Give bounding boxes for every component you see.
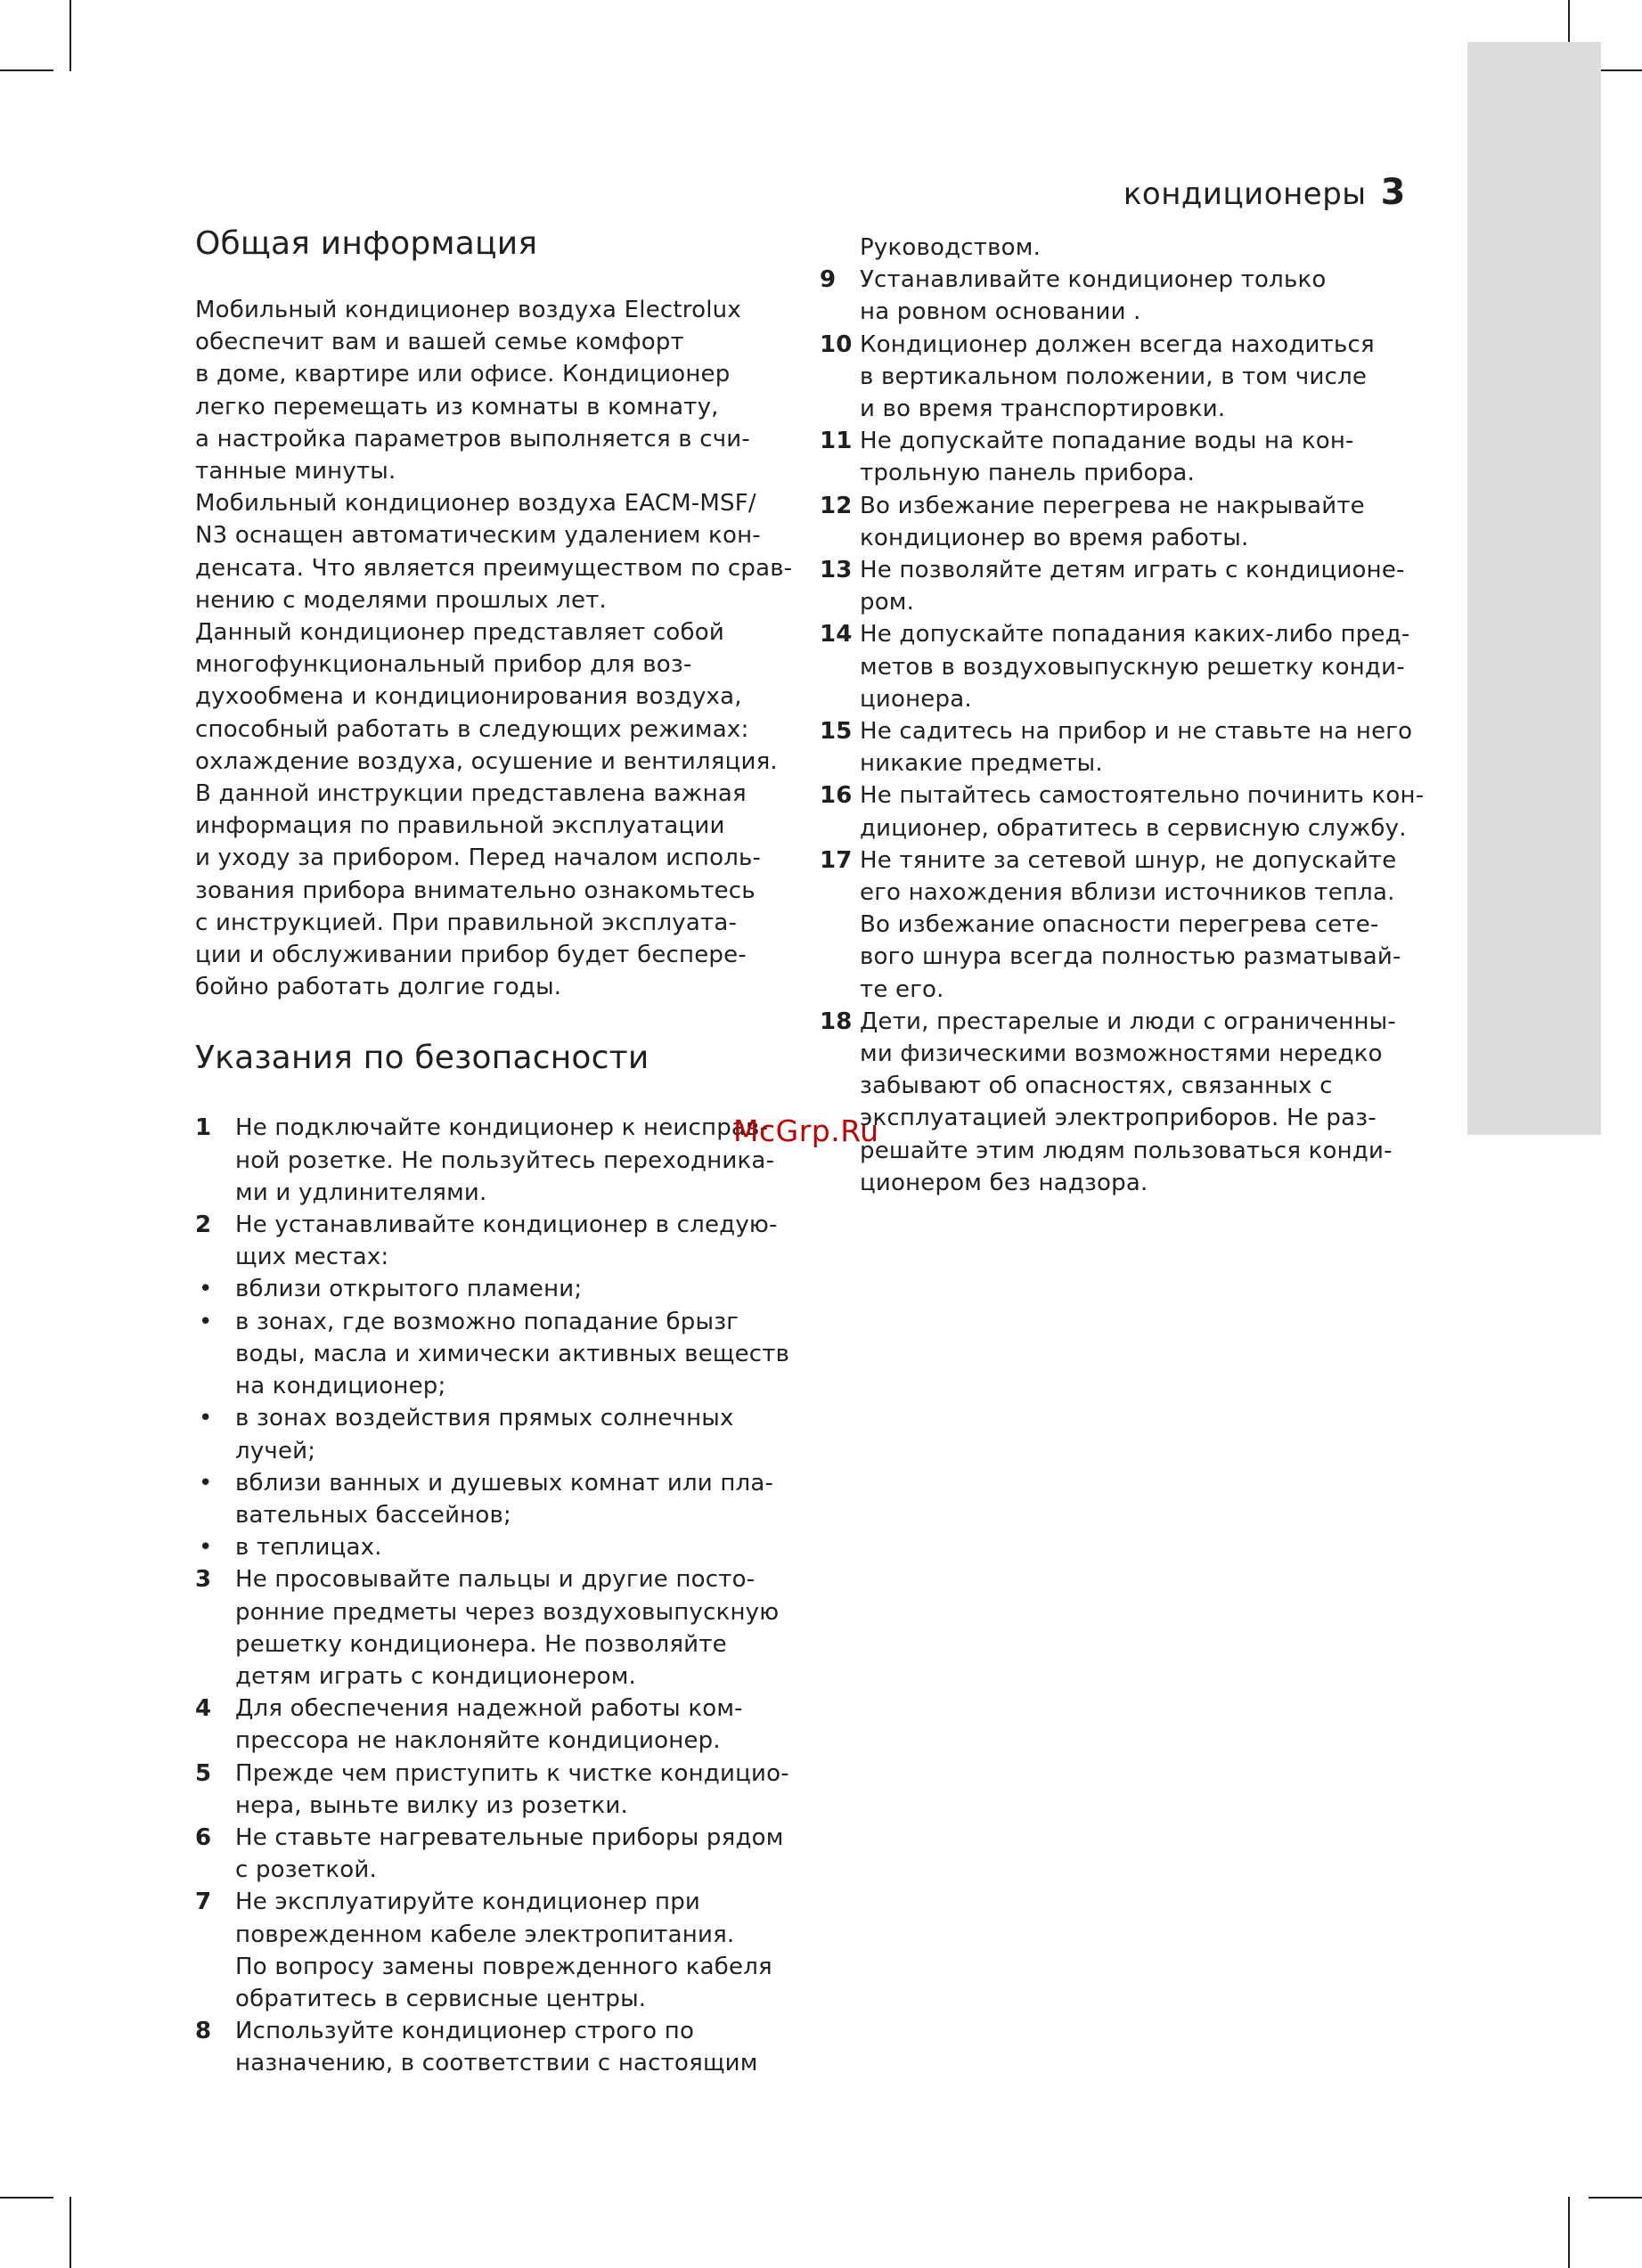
item-text-line: на ровном основании .	[860, 298, 1141, 326]
item-text-line: ной розетке. Не пользуйтесь переходника-	[235, 1146, 775, 1174]
safety-heading: Указания по безопасности	[195, 1040, 649, 1077]
paragraph-line: информация по правильной эксплуатации	[195, 812, 725, 840]
item-number: 5	[195, 1759, 212, 1787]
paragraph-line: нению с моделями прошлых лет.	[195, 586, 607, 614]
crop-mark	[0, 2197, 53, 2199]
item-text-line: Не просовывайте пальцы и другие посто-	[235, 1566, 756, 1594]
item-number: 10	[820, 330, 853, 358]
item-number: 3	[195, 1566, 212, 1594]
paragraph-line: Данный кондиционер представляет собой	[195, 619, 724, 647]
general-info-paragraph	[195, 294, 810, 1003]
item-text-line: в зонах, где возможно попадание брызг	[235, 1308, 739, 1335]
safety-item	[820, 490, 1408, 554]
paragraph-line: духообмена и кондиционирования воздуха,	[195, 683, 742, 711]
item-number: 1	[195, 1114, 212, 1142]
item-text-line: обратитесь в сервисные центры.	[235, 1985, 647, 2012]
safety-item	[195, 1112, 810, 1209]
item-text-line: Устанавливайте кондиционер только	[860, 266, 1327, 294]
safety-item	[820, 844, 1408, 1006]
item-text-line: По вопросу замены поврежденного кабеля	[235, 1953, 772, 1980]
item-text-line: вого шнура всегда полностью разматывай-	[860, 943, 1401, 971]
item-number: 12	[820, 492, 853, 519]
paragraph-line: ции и обслуживании прибор будет беспере-	[195, 942, 747, 969]
item-text-line: никакие предметы.	[860, 750, 1103, 778]
bullet-item	[195, 1402, 810, 1466]
item-number: 15	[820, 718, 853, 746]
item-text-line: Кондиционер должен всегда находиться	[860, 330, 1375, 358]
item-text-line: кондиционер во время работы.	[860, 524, 1249, 551]
paragraph-line: легко перемещать из комнаты в комнату,	[195, 393, 719, 420]
item-number: 11	[820, 428, 853, 455]
general-info-heading: Общая информация	[195, 225, 538, 262]
paragraph-line: бойно работать долгие годы.	[195, 974, 562, 1001]
item-number: 9	[820, 266, 837, 294]
bullet-marker: •	[199, 1534, 213, 1562]
safety-list-right	[820, 232, 1425, 1199]
item-text-line: ром.	[860, 589, 915, 616]
item-text-line: забывают об опасностях, связанных с	[860, 1073, 1333, 1100]
safety-item	[820, 779, 1425, 844]
paragraph-line: в доме, квартире или офисе. Кондиционер	[195, 361, 731, 388]
safety-list-left	[195, 1112, 810, 2079]
item-text-line: Во избежание перегрева не накрывайте	[860, 492, 1365, 519]
item-number: 7	[195, 1889, 212, 1916]
paragraph-line: охлаждение воздуха, осушение и вентиляция.	[195, 747, 778, 775]
safety-item	[820, 329, 1408, 426]
page-header	[1123, 172, 1406, 213]
crop-mark	[69, 2197, 71, 2268]
header-title: кондиционеры	[1123, 176, 1367, 212]
item-text-line: на кондиционер;	[235, 1373, 446, 1400]
item-number: 13	[820, 557, 853, 584]
crop-mark	[1589, 2197, 1642, 2199]
safety-item	[820, 232, 1408, 264]
bullet-item	[195, 1531, 810, 1563]
item-text-line: Не тяните за сетевой шнур, не допускайте	[860, 846, 1397, 874]
item-text-line: Прежде чем приступить к чистке кондицио-	[235, 1759, 789, 1787]
item-text-line: вательных бассейнов;	[235, 1501, 511, 1529]
bullet-marker: •	[199, 1308, 213, 1335]
item-text-line: Не позволяйте детям играть с кондиционе-	[860, 557, 1405, 584]
paragraph-line: В данной инструкции представлена важная	[195, 780, 747, 808]
item-text-line: ционером без надзора.	[860, 1169, 1148, 1196]
item-text-line: ми и удлинителями.	[235, 1179, 487, 1206]
safety-item	[195, 2015, 810, 2079]
item-text-line: метов в воздуховыпускную решетку конди-	[860, 653, 1405, 681]
safety-item	[820, 1006, 1408, 1199]
item-number: 4	[195, 1695, 212, 1723]
item-text-line: Не пытайтесь самостоятельно починить кон-	[860, 782, 1425, 810]
item-text-line: трольную панель прибора.	[860, 460, 1196, 487]
safety-item	[820, 264, 1408, 328]
item-text-line: Для обеспечения надежной работы ком-	[235, 1695, 743, 1723]
watermark: McGrp.Ru	[733, 1114, 879, 1148]
safety-item	[195, 1886, 810, 2015]
paragraph-line: способный работать в следующих режимах:	[195, 715, 749, 743]
page-number: 3	[1380, 172, 1406, 213]
item-text-line: решетку кондиционера. Не позволяйте	[235, 1630, 727, 1658]
item-text-line: ми физическими возможностями нередко	[860, 1040, 1383, 1068]
bullet-marker: •	[199, 1469, 213, 1497]
item-text-line: назначению, в соответствии с настоящим	[235, 2050, 758, 2077]
paragraph-line: многофункциональный прибор для воз-	[195, 651, 692, 679]
item-text-line: его нахождения вблизи источников тепла.	[860, 879, 1395, 907]
crop-mark	[1568, 2197, 1570, 2268]
item-text-line: решайте этим людям пользоваться конди-	[860, 1137, 1393, 1164]
safety-item	[820, 715, 1413, 779]
item-text-line: и во время транспортировки.	[860, 396, 1226, 423]
section-tab	[1467, 42, 1601, 1135]
item-number: 14	[820, 621, 853, 649]
paragraph-line: Мобильный кондиционер воздуха EACM-MSF/	[195, 490, 756, 518]
crop-mark	[0, 69, 53, 71]
item-number: 6	[195, 1823, 212, 1851]
safety-item	[195, 1822, 810, 1886]
paragraph-line: с инструкцией. При правильной эксплуата-	[195, 909, 738, 936]
item-number: 16	[820, 782, 853, 810]
item-text-line: в теплицах.	[235, 1534, 382, 1562]
item-text-line: те его.	[860, 975, 944, 1003]
bullet-marker: •	[199, 1276, 213, 1303]
item-text-line: Во избежание опасности перегрева сете-	[860, 911, 1379, 939]
safety-item	[820, 425, 1408, 489]
bullet-item	[195, 1467, 810, 1531]
safety-item	[195, 1209, 810, 1273]
item-text-line: Используйте кондиционер строго по	[235, 2018, 695, 2045]
item-text-line: эксплуатацией электроприборов. Не раз-	[860, 1105, 1377, 1132]
bullet-marker: •	[199, 1405, 213, 1432]
item-text-line: поврежденном кабеле электропитания.	[235, 1921, 735, 1948]
item-text-line: Не садитесь на прибор и не ставьте на него	[860, 718, 1413, 746]
item-number: 17	[820, 846, 853, 874]
paragraph-line: зования прибора внимательно ознакомьтесь	[195, 877, 756, 904]
item-text-line: диционер, обратитесь в сервисную службу.	[860, 814, 1407, 842]
item-text-line: вблизи ванных и душевых комнат или пла-	[235, 1469, 774, 1497]
item-text-line: прессора не наклоняйте кондиционер.	[235, 1727, 721, 1755]
item-text-line: в зонах воздействия прямых солнечных	[235, 1405, 734, 1432]
safety-item	[195, 1758, 810, 1822]
item-text-line: щих местах:	[235, 1244, 389, 1271]
item-text-line: с розеткой.	[235, 1856, 377, 1884]
paragraph-line: Мобильный кондиционер воздуха Electrolux	[195, 297, 741, 323]
left-column	[195, 223, 810, 2080]
item-text-line: ционера.	[860, 685, 972, 713]
item-text-line: Не допускайте попадание воды на кон-	[860, 428, 1354, 455]
item-text-line: детям играть с кондиционером.	[235, 1662, 636, 1690]
item-text-line: ронние предметы через воздуховыпускную	[235, 1598, 780, 1626]
safety-item	[195, 1563, 810, 1693]
item-number: 8	[195, 2018, 212, 2045]
item-text-line: Не ставьте нагревательные приборы рядом	[235, 1823, 784, 1851]
paragraph-line: танные минуты.	[195, 458, 396, 485]
item-number: 2	[195, 1212, 212, 1239]
item-text-line: Не допускайте попадания каких-либо пред-	[860, 621, 1410, 649]
right-column	[820, 232, 1425, 1199]
paragraph-line: обеспечит вам и вашей семье комфорт	[195, 329, 684, 356]
item-text-line: Не эксплуатируйте кондиционер при	[235, 1889, 701, 1916]
paragraph-line: и уходу за прибором. Перед началом исполь-	[195, 844, 762, 872]
bullet-item	[195, 1273, 810, 1305]
safety-item	[195, 1693, 810, 1757]
item-text-line: воды, масла и химически активных веществ	[235, 1340, 790, 1367]
safety-item	[820, 618, 1408, 715]
item-text-line: Не устанавливайте кондиционер в следую-	[235, 1212, 778, 1239]
item-text-line: лучей;	[235, 1437, 316, 1464]
safety-item	[820, 554, 1408, 618]
item-text-line: Дети, престарелые и люди с ограниченны-	[860, 1008, 1396, 1035]
item-text-line: Не подключайте кондиционер к неисправ-	[235, 1114, 769, 1142]
item-text-line: вблизи открытого пламени;	[235, 1276, 583, 1303]
item-text-line: в вертикальном положении, в том числе	[860, 363, 1368, 390]
paragraph-line: N3 оснащен автоматическим удалением кон-	[195, 522, 761, 550]
paragraph-line: а настройка параметров выполняется в счи-	[195, 425, 750, 453]
item-text-line: нера, выньте вилку из розетки.	[235, 1791, 628, 1819]
crop-mark	[69, 0, 71, 71]
item-number: 18	[820, 1008, 853, 1035]
bullet-item	[195, 1306, 810, 1403]
paragraph-line: денсата. Что является преимуществом по срав-	[195, 554, 793, 582]
item-text-line: Руководством.	[860, 234, 1042, 261]
